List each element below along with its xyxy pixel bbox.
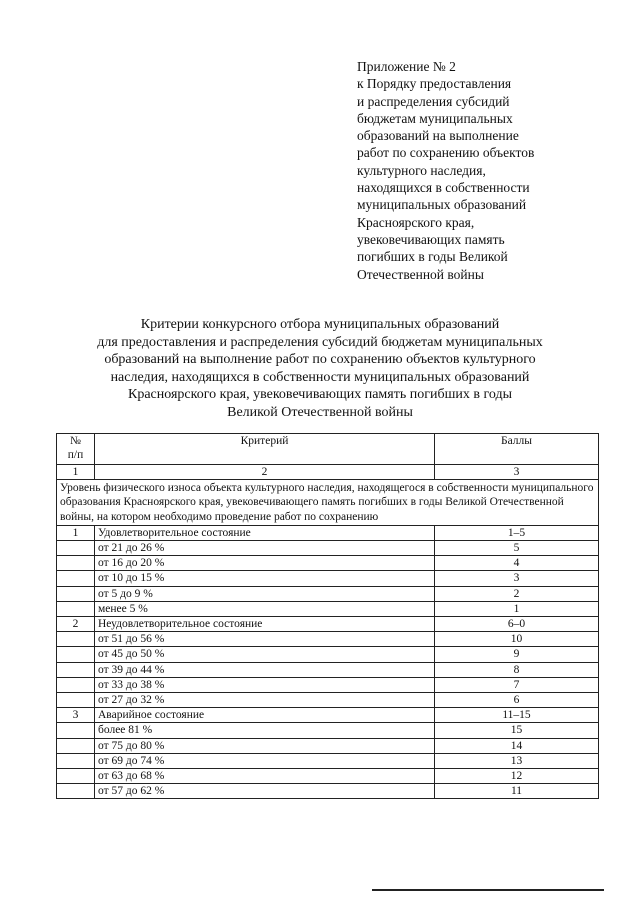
header-index-3: 3 [435,465,599,480]
row-num [57,541,95,556]
row-num [57,601,95,616]
table-row [57,693,599,708]
appendix-line: работ по сохранению объектов [357,145,535,161]
title-line: образований на выполнение работ по сохранению объектов культурного [104,352,536,367]
table-row [57,632,599,647]
row-num [57,662,95,677]
row-num [57,556,95,571]
row-points: 10 [435,632,599,647]
table-row [57,753,599,768]
row-points: 3 [435,571,599,586]
appendix-line: образований на выполнение [357,128,519,144]
row-num: 2 [57,617,95,632]
table-header-row [57,434,599,465]
row-points: 6–0 [435,617,599,632]
title-line: наследия, находящихся в собственности муниципальных образований [110,369,530,385]
appendix-line: муниципальных образований [357,197,527,213]
title-line: Красноярского края, увековечивающих память погибших в годы [128,387,512,402]
row-points: 7 [435,677,599,692]
row-points: 9 [435,647,599,662]
table-row [57,677,599,692]
criteria-table-body [57,434,599,799]
row-points: 2 [435,586,599,601]
row-criterion: от 21 до 26 % [95,541,435,556]
row-points: 11–15 [435,708,599,723]
title-line: Критерии конкурсного отбора муниципальных образований [140,317,500,332]
table-row [57,617,599,632]
row-points: 14 [435,738,599,753]
row-criterion: от 69 до 74 % [95,753,435,768]
section-title: Уровень физического износа объекта культурного наследия, находящегося в собственности муниципального образования Красноярского края, увековечивающего память погибших в годы Великой Отечественной войны, на котором необходимо проведение работ по сохранению [57,480,599,526]
criteria-table [56,433,599,799]
row-criterion: от 75 до 80 % [95,738,435,753]
table-row [57,586,599,601]
row-points: 15 [435,723,599,738]
table-row [57,784,599,799]
table-row [57,769,599,784]
row-criterion: от 63 до 68 % [95,769,435,784]
row-criterion: Неудовлетворительное состояние [95,617,435,632]
table-row [57,601,599,616]
row-points: 8 [435,662,599,677]
appendix-block [357,58,627,283]
document-title [40,316,600,421]
row-num [57,586,95,601]
table-index-row [57,465,599,480]
title-line: Великой Отечественной войны [227,404,413,420]
table-row [57,541,599,556]
row-num: 1 [57,525,95,540]
bottom-divider [372,889,604,891]
row-criterion: от 39 до 44 % [95,662,435,677]
table-row [57,647,599,662]
table-row [57,723,599,738]
row-num [57,571,95,586]
appendix-line: бюджетам муниципальных [357,110,513,126]
section-row [57,480,599,526]
row-num [57,753,95,768]
row-criterion: Удовлетворительное состояние [95,525,435,540]
row-num [57,723,95,738]
table-row [57,662,599,677]
row-points: 6 [435,693,599,708]
row-criterion: от 27 до 32 % [95,693,435,708]
row-criterion: от 57 до 62 % [95,784,435,799]
row-num [57,738,95,753]
appendix-line: увековечивающих память [357,231,505,247]
table-row [57,708,599,723]
header-points: Баллы [435,434,599,465]
row-points: 12 [435,769,599,784]
row-criterion: от 51 до 56 % [95,632,435,647]
table-row [57,571,599,586]
header-index-1: 1 [57,465,95,480]
appendix-line: Приложение № 2 [357,59,456,74]
row-num [57,647,95,662]
row-criterion: от 5 до 9 % [95,586,435,601]
appendix-line: погибших в годы Великой [357,249,508,265]
row-points: 4 [435,556,599,571]
row-points: 11 [435,784,599,799]
appendix-line: Красноярского края, [357,214,475,230]
row-points: 5 [435,541,599,556]
appendix-line: к Порядку предоставления [357,76,512,92]
row-points: 1 [435,601,599,616]
row-criterion: Аварийное состояние [95,708,435,723]
table-row [57,525,599,540]
appendix-line: находящихся в собственности [357,180,530,196]
appendix-line: и распределения субсидий [357,93,510,109]
row-num: 3 [57,708,95,723]
row-num [57,632,95,647]
appendix-line: культурного наследия, [357,162,486,178]
row-num [57,784,95,799]
row-criterion: от 33 до 38 % [95,677,435,692]
header-criterion: Критерий [95,434,435,465]
title-line: для предоставления и распределения субсидий бюджетам муниципальных [97,334,543,350]
row-criterion: от 16 до 20 % [95,556,435,571]
row-num [57,769,95,784]
row-criterion: от 10 до 15 % [95,571,435,586]
row-num [57,677,95,692]
row-num [57,693,95,708]
row-criterion: менее 5 % [95,601,435,616]
row-criterion: от 45 до 50 % [95,647,435,662]
table-row [57,738,599,753]
appendix-line: Отечественной войны [357,266,484,282]
row-criterion: более 81 % [95,723,435,738]
table-row [57,556,599,571]
row-points: 1–5 [435,525,599,540]
header-num: № п/п [57,434,95,465]
header-index-2: 2 [95,465,435,480]
row-points: 13 [435,753,599,768]
